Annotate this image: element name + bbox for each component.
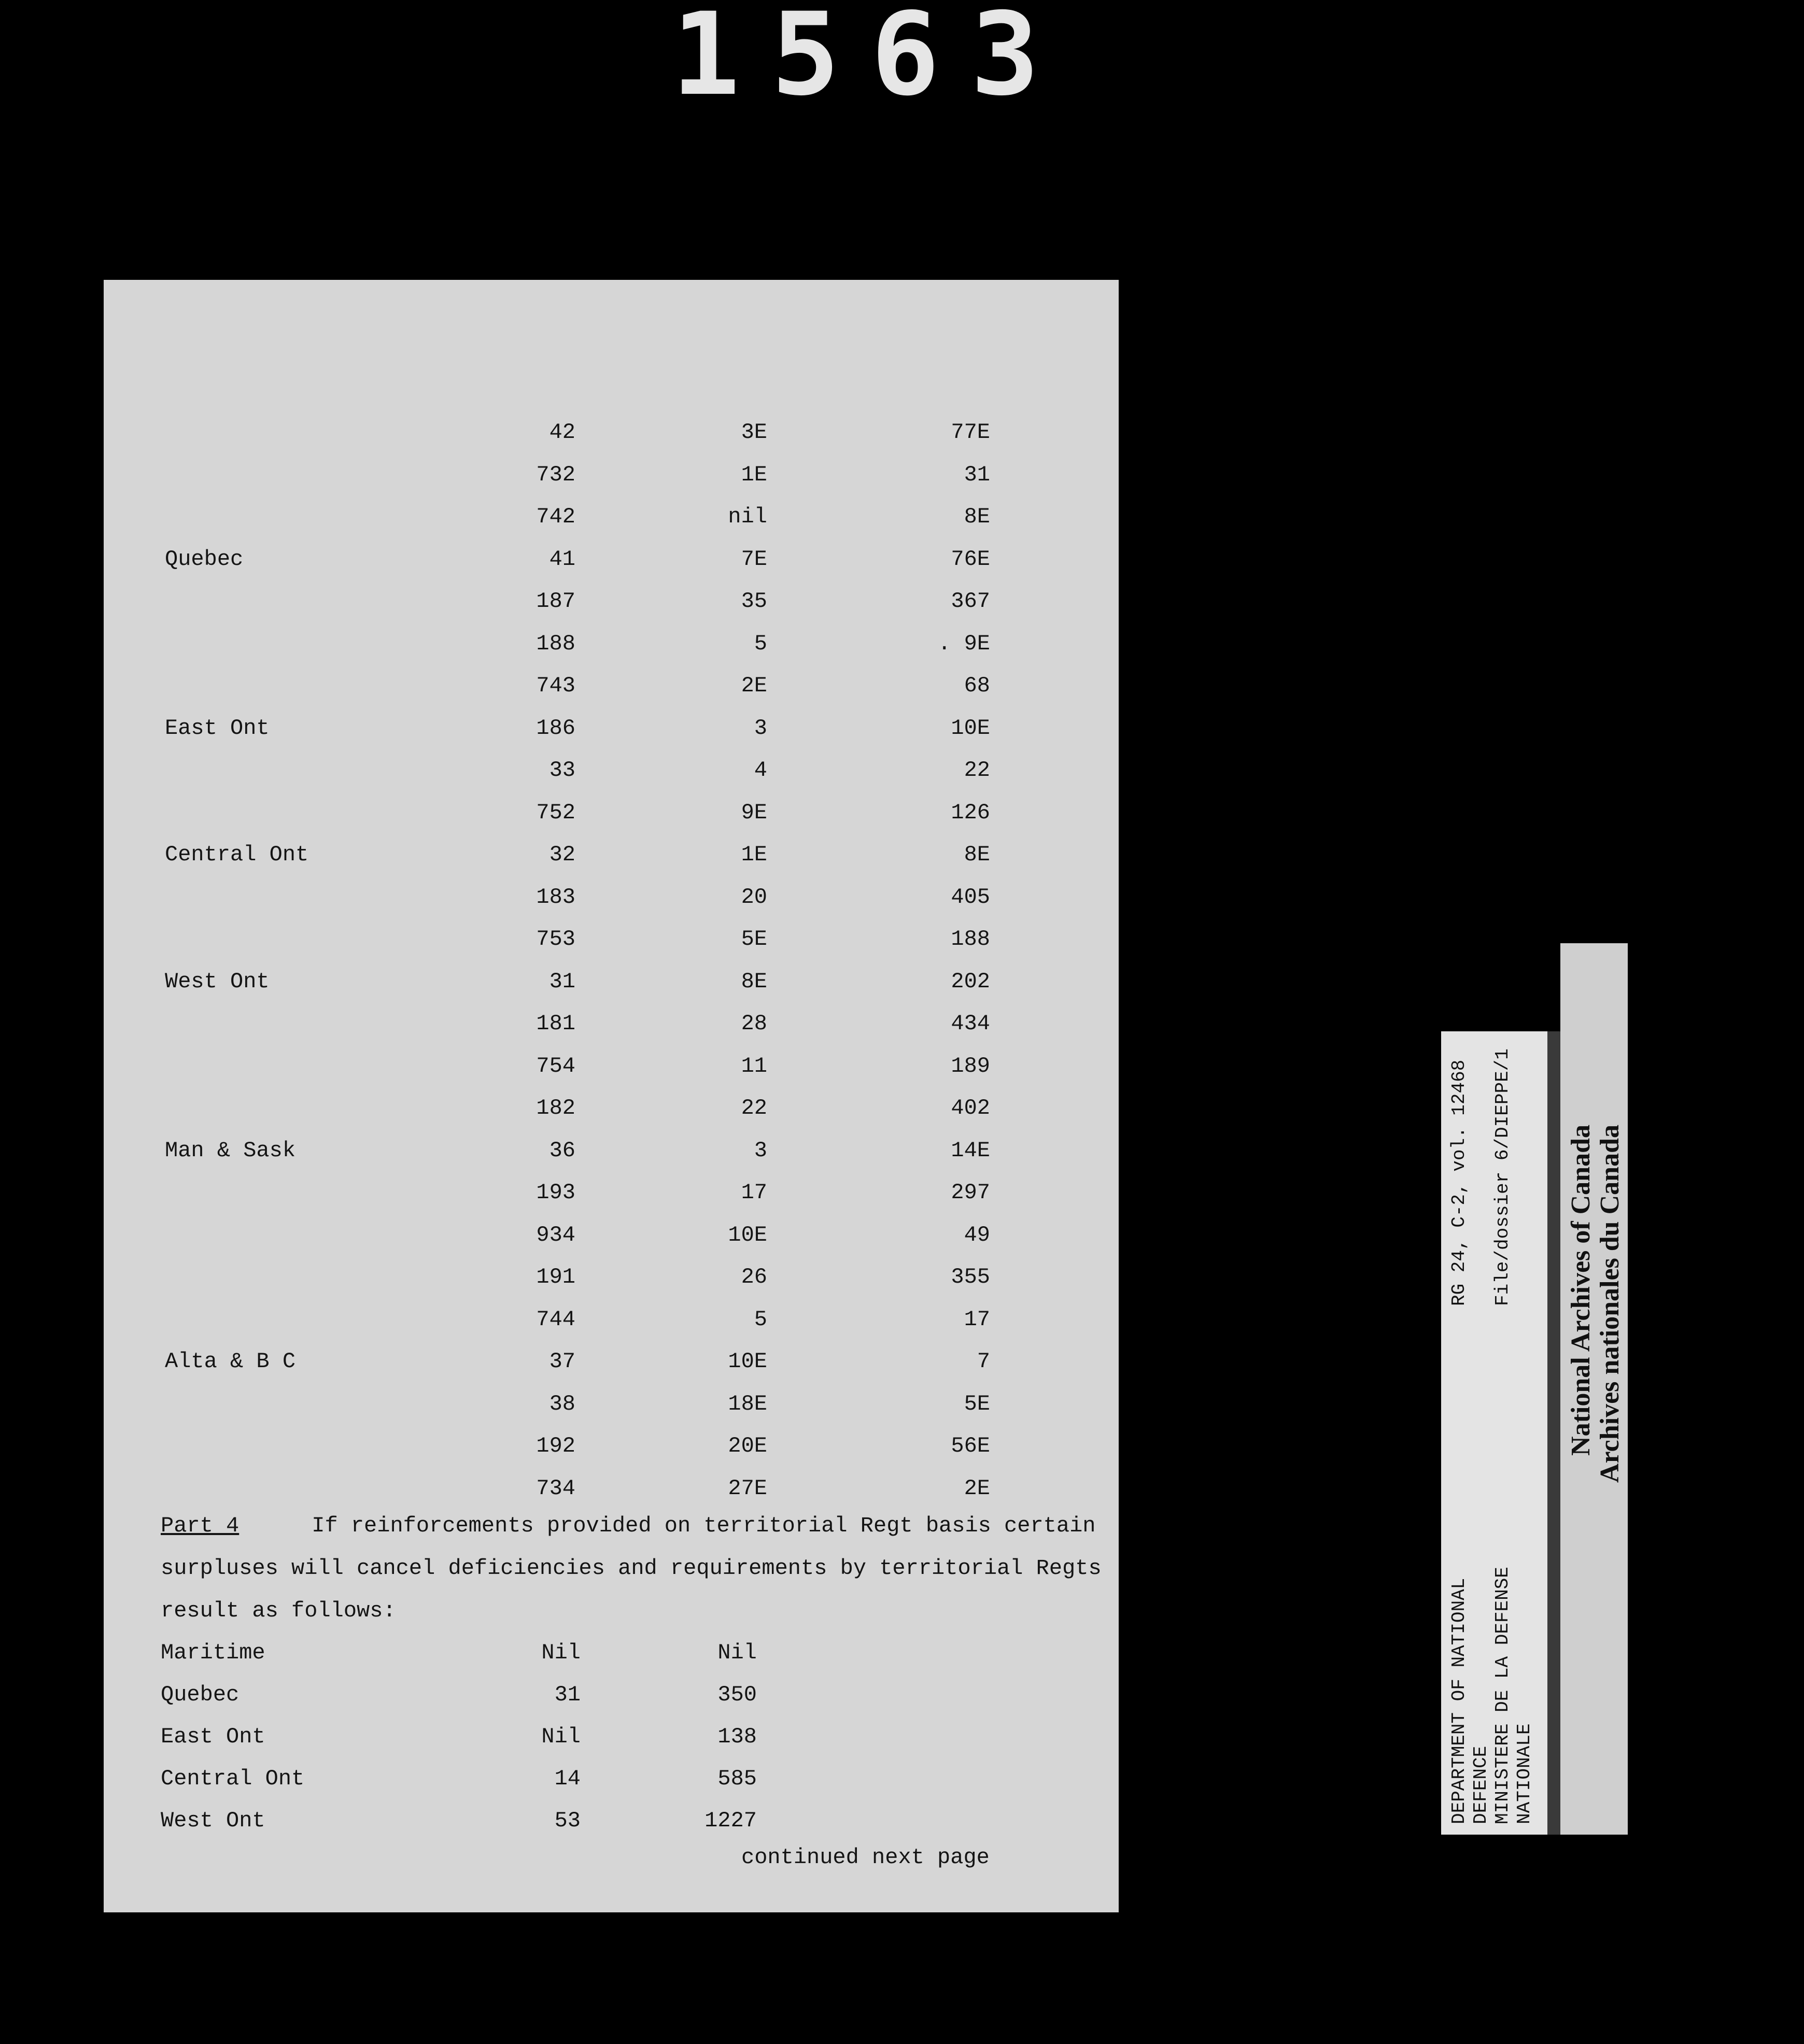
table-cell-c1: 193	[536, 1180, 575, 1205]
table-cell-c2: 3	[754, 1138, 767, 1163]
table-cell-c3: 56E	[951, 1433, 990, 1458]
table-cell-c3: 22	[964, 758, 990, 783]
stamp-dept-line1: DEPARTMENT OF NATIONAL	[1448, 1578, 1470, 1824]
table-cell-c2: 9E	[741, 800, 767, 825]
table-cell-c1: 192	[536, 1433, 575, 1458]
table-cell-c2: 4	[754, 758, 767, 783]
stamp-dept-line3: MINISTERE DE LA DEFENSE	[1492, 1567, 1513, 1824]
table-cell-c3: 434	[951, 1011, 990, 1036]
table-cell-c3: 189	[951, 1053, 990, 1078]
table-cell-c2: 26	[741, 1265, 767, 1289]
table-row	[104, 1392, 1119, 1433]
table-row	[104, 1011, 1119, 1053]
table-cell-c1: 934	[536, 1222, 575, 1247]
table-row	[104, 1180, 1119, 1222]
table-cell-c2: 17	[741, 1180, 767, 1205]
table-cell-c3: 402	[951, 1096, 990, 1120]
table-row	[104, 1138, 1119, 1180]
table-cell-c3: 297	[951, 1180, 990, 1205]
summary-cell-c2: 1227	[704, 1808, 757, 1833]
spine-edge	[1547, 1031, 1560, 1835]
summary-region-label: East Ont	[161, 1724, 265, 1749]
table-cell-c3: 14E	[951, 1138, 990, 1163]
table-cell-c3: 405	[951, 884, 990, 910]
table-cell-c1: 32	[549, 842, 575, 867]
table-cell-c1: 183	[536, 884, 575, 910]
table-cell-c2: 2E	[741, 673, 767, 698]
table-cell-c2: 20	[741, 884, 767, 910]
table-row	[104, 1307, 1119, 1349]
table-row	[104, 1476, 1119, 1517]
summary-cell-c2: 350	[717, 1682, 757, 1707]
table-cell-c2: 28	[741, 1011, 767, 1036]
table-cell-c3: 126	[951, 800, 990, 825]
table-cell-c3: . 9E	[938, 631, 990, 656]
table-cell-c3: 76E	[951, 546, 990, 572]
table-row	[104, 1349, 1119, 1390]
table-cell-c3: 68	[964, 673, 990, 698]
part4-line3: result as follows:	[161, 1598, 396, 1623]
table-cell-c3: 367	[951, 589, 990, 614]
summary-cell-c2: 585	[717, 1766, 757, 1791]
table-row	[104, 547, 1119, 588]
summary-region-label: Quebec	[161, 1682, 239, 1707]
summary-cell-c2: Nil	[717, 1640, 757, 1665]
table-cell-c1: 182	[536, 1096, 575, 1120]
part4-line2: surpluses will cancel deficiencies and requirements by territorial Regts	[161, 1556, 1102, 1581]
table-cell-c2: 1E	[741, 842, 767, 867]
table-cell-c2: 5	[754, 1307, 767, 1332]
table-row	[104, 1054, 1119, 1095]
table-row	[104, 716, 1119, 757]
table-cell-c1: 734	[536, 1475, 575, 1501]
table-row	[104, 1265, 1119, 1306]
table-cell-c3: 8E	[964, 842, 990, 867]
table-cell-c3: 2E	[964, 1475, 990, 1501]
table-cell-c1: 36	[549, 1138, 575, 1163]
document-page	[104, 280, 1119, 1912]
table-cell-c2: 18E	[728, 1391, 767, 1416]
spine-line1: National Archives of Canada	[1566, 1125, 1596, 1456]
summary-cell-c1: Nil	[541, 1640, 581, 1665]
continued-note: continued next page	[741, 1845, 990, 1870]
summary-cell-c1: 14	[554, 1766, 581, 1791]
summary-row	[104, 1640, 1119, 1682]
table-row	[104, 1223, 1119, 1264]
table-row	[104, 673, 1119, 715]
table-cell-c1: 31	[549, 969, 575, 994]
table-cell-c1: 181	[536, 1011, 575, 1036]
table-cell-c1: 42	[549, 420, 575, 445]
summary-region-label: Maritime	[161, 1640, 265, 1665]
table-cell-c2: 10E	[728, 1222, 767, 1247]
table-cell-c1: 33	[549, 758, 575, 783]
table-row	[104, 1433, 1119, 1475]
table-row	[104, 462, 1119, 504]
archive-spine	[1560, 943, 1628, 1835]
summary-cell-c1: Nil	[541, 1724, 581, 1749]
table-cell-c1: 743	[536, 673, 575, 698]
summary-region-label: West Ont	[161, 1808, 265, 1833]
table-cell-c3: 5E	[964, 1391, 990, 1416]
summary-row	[104, 1682, 1119, 1724]
table-cell-c2: 11	[741, 1053, 767, 1078]
region-label: Man & Sask	[165, 1138, 296, 1163]
region-label: West Ont	[165, 969, 270, 994]
table-cell-c3: 77E	[951, 420, 990, 445]
stamp-ref-line2: File/dossier 6/DIEPPE/1	[1492, 1048, 1513, 1306]
part4-heading: Part 4	[161, 1513, 239, 1538]
table-row	[104, 758, 1119, 799]
table-row	[104, 504, 1119, 546]
table-row	[104, 969, 1119, 1011]
archive-stamp	[1441, 1031, 1555, 1835]
table-cell-c1: 188	[536, 631, 575, 656]
table-row	[104, 589, 1119, 630]
table-cell-c1: 744	[536, 1307, 575, 1332]
table-cell-c2: 3E	[741, 420, 767, 445]
table-cell-c1: 186	[536, 715, 575, 741]
table-cell-c2: 10E	[728, 1349, 767, 1374]
table-cell-c2: 27E	[728, 1475, 767, 1501]
stamp-dept-line2: DEFENCE	[1470, 1745, 1491, 1824]
table-cell-c1: 38	[549, 1391, 575, 1416]
table-cell-c1: 191	[536, 1265, 575, 1289]
table-cell-c2: 35	[741, 589, 767, 614]
table-cell-c1: 41	[549, 546, 575, 572]
table-cell-c1: 742	[536, 504, 575, 529]
table-row	[104, 420, 1119, 461]
table-cell-c3: 10E	[951, 715, 990, 741]
summary-row	[104, 1724, 1119, 1766]
summary-region-label: Central Ont	[161, 1766, 305, 1791]
summary-cell-c1: 53	[554, 1808, 581, 1833]
table-cell-c3: 355	[951, 1265, 990, 1289]
stamp-ref-line1: RG 24, C-2, vol. 12468	[1448, 1059, 1470, 1306]
table-cell-c3: 7	[977, 1349, 990, 1374]
table-cell-c2: 5	[754, 631, 767, 656]
spine-line2: Archives nationales du Canada	[1595, 1125, 1625, 1483]
table-cell-c2: 7E	[741, 546, 767, 572]
region-label: Quebec	[165, 546, 244, 572]
table-cell-c3: 49	[964, 1222, 990, 1247]
table-cell-c1: 754	[536, 1053, 575, 1078]
table-cell-c2: 8E	[741, 969, 767, 994]
table-cell-c3: 188	[951, 927, 990, 952]
table-cell-c2: 20E	[728, 1433, 767, 1458]
table-row	[104, 885, 1119, 926]
table-cell-c3: 31	[964, 462, 990, 487]
table-cell-c1: 732	[536, 462, 575, 487]
part4-line1	[161, 1513, 1094, 1538]
table-row	[104, 842, 1119, 884]
region-label: Central Ont	[165, 842, 309, 867]
table-cell-c3: 202	[951, 969, 990, 994]
part4-text-line1: If reinforcements provided on territorial Regt basis certain	[312, 1513, 1096, 1538]
table-cell-c2: 1E	[741, 462, 767, 487]
summary-row	[104, 1808, 1119, 1850]
table-cell-c2: 22	[741, 1096, 767, 1120]
table-row	[104, 1096, 1119, 1137]
table-cell-c1: 187	[536, 589, 575, 614]
table-row	[104, 927, 1119, 968]
table-cell-c2: nil	[728, 504, 767, 529]
table-cell-c2: 3	[754, 715, 767, 741]
table-cell-c1: 753	[536, 927, 575, 952]
region-label: Alta & B C	[165, 1349, 296, 1374]
table-cell-c2: 5E	[741, 927, 767, 952]
stamp-dept-line4: NATIONALE	[1514, 1723, 1535, 1824]
summary-cell-c2: 138	[717, 1724, 757, 1749]
frame-number: 1563	[671, 0, 1070, 121]
region-label: East Ont	[165, 715, 270, 741]
table-cell-c3: 8E	[964, 504, 990, 529]
summary-cell-c1: 31	[554, 1682, 581, 1707]
table-cell-c3: 17	[964, 1307, 990, 1332]
table-cell-c1: 752	[536, 800, 575, 825]
summary-row	[104, 1766, 1119, 1808]
table-cell-c1: 37	[549, 1349, 575, 1374]
table-row	[104, 800, 1119, 842]
table-row	[104, 631, 1119, 673]
